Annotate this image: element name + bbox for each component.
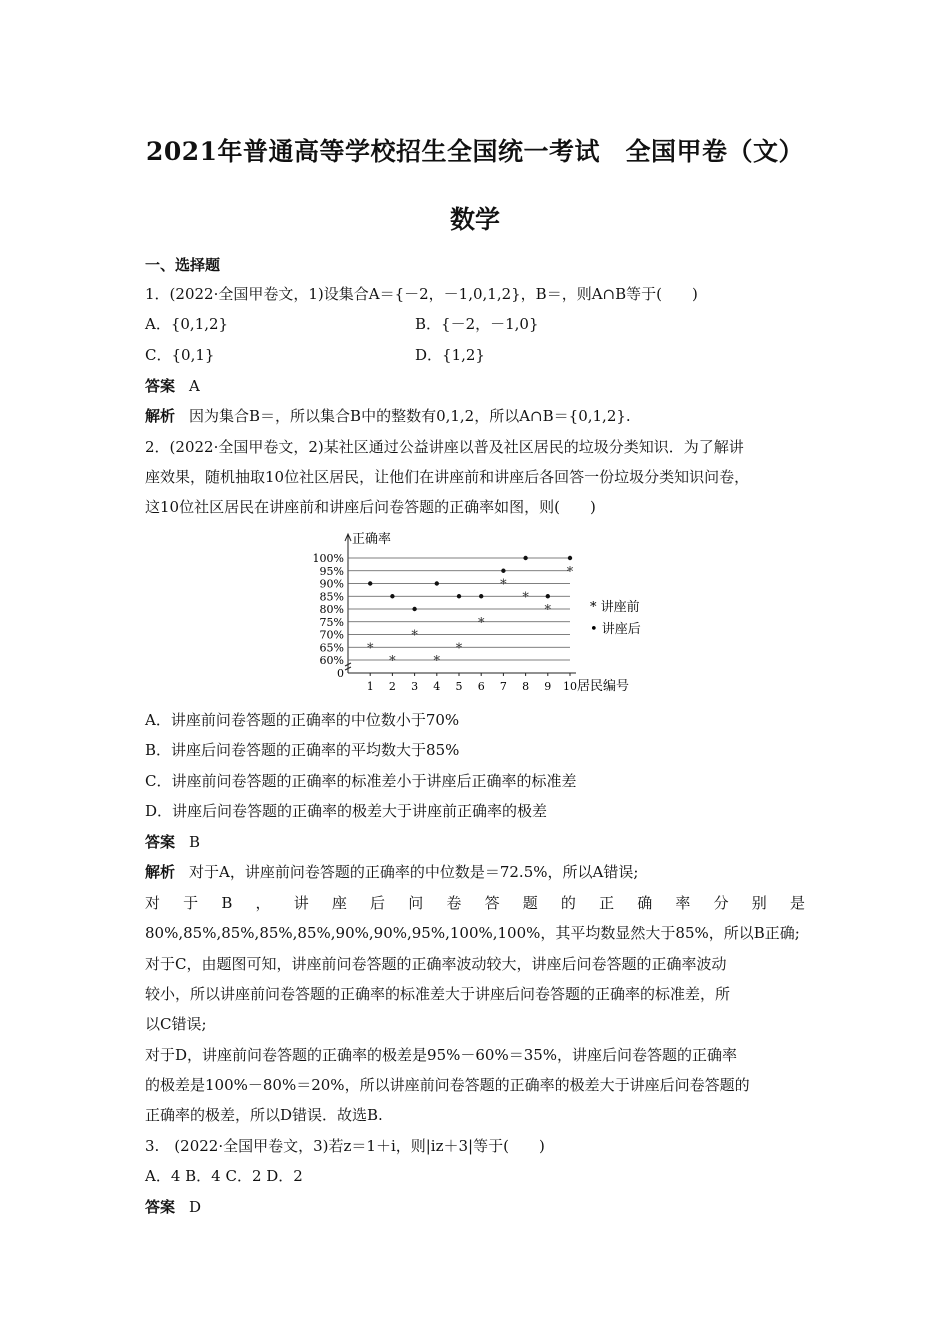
y-tick-label: 80% bbox=[319, 603, 344, 616]
y-tick-label: 0 bbox=[337, 667, 344, 680]
q2-stem-line3: 这10位社区居民在讲座前和讲座后问卷答题的正确率如图，则( ) bbox=[145, 498, 596, 516]
before-point: * bbox=[389, 654, 396, 669]
before-point: * bbox=[477, 615, 485, 631]
spaced-char: 的 bbox=[560, 894, 576, 912]
before-point: * bbox=[566, 564, 574, 580]
before-point: * bbox=[500, 577, 507, 593]
spaced-char: 问 bbox=[408, 894, 424, 912]
q2-stem-line2: 座效果，随机抽取10位社区居民，让他们在讲座前和讲座后各回答一份垃圾分类知识问卷， bbox=[145, 468, 750, 486]
x-tick-label: 2 bbox=[388, 680, 396, 693]
analysis-label: 解析 bbox=[145, 863, 176, 881]
accuracy-scatter-chart bbox=[290, 525, 660, 700]
spaced-char: 对 bbox=[145, 894, 161, 912]
q1-options-row1 bbox=[145, 314, 228, 334]
spaced-char: 答 bbox=[484, 894, 500, 912]
spaced-char: 于 bbox=[183, 894, 199, 912]
spaced-char: 讲 bbox=[293, 894, 309, 912]
before-point: * bbox=[433, 654, 441, 669]
after-point bbox=[368, 581, 372, 585]
spaced-char: ， bbox=[255, 894, 271, 912]
after-point bbox=[501, 569, 505, 573]
q2-analysis-line9: 正确率的极差，所以D错误．故选B. bbox=[145, 1106, 383, 1124]
page-title: 2021年普通高等学校招生全国统一考试 全国甲卷（文） bbox=[145, 137, 805, 166]
q1-analysis bbox=[145, 406, 631, 426]
y-tick-label: 60% bbox=[319, 654, 344, 667]
y-tick-label: 75% bbox=[319, 615, 344, 629]
q2-analysis-line1 bbox=[145, 862, 638, 882]
y-tick-label: 95% bbox=[319, 564, 344, 578]
analysis-text: 对于A，讲座前问卷答题的正确率的中位数是＝72.5%，所以A错误; bbox=[189, 863, 639, 881]
q1-option-b: B．{－2，－1,0} bbox=[415, 315, 539, 333]
after-point bbox=[568, 556, 572, 560]
q2-analysis-line6: 以C错误; bbox=[145, 1015, 207, 1033]
before-point: * bbox=[455, 641, 463, 657]
x-tick-label: 1 bbox=[366, 680, 374, 693]
q2-analysis-line5: 较小，所以讲座前问卷答题的正确率的标准差大于讲座后问卷答题的正确率的标准差，所 bbox=[145, 985, 731, 1003]
legend-after: • 讲座后 bbox=[590, 622, 641, 637]
q3-stem: 3. (2022·全国甲卷文，3)若z＝1＋i，则|iz＋3|等于( ) bbox=[145, 1137, 545, 1155]
y-tick-label: 65% bbox=[319, 641, 344, 655]
q3-answer bbox=[145, 1197, 201, 1217]
q2-analysis-line2 bbox=[145, 893, 805, 913]
spaced-char: 卷 bbox=[446, 894, 462, 912]
q1-option-c: C．{0,1} bbox=[145, 346, 215, 364]
q2-option-b: B．讲座后问卷答题的正确率的平均数大于85% bbox=[145, 741, 460, 759]
q3-options: A．4 B．4 C．2 D．2 bbox=[145, 1167, 303, 1185]
q2-option-a: A．讲座前问卷答题的正确率的中位数小于70% bbox=[145, 711, 460, 729]
analysis-text: 因为集合B＝，所以集合B中的整数有0,1,2，所以A∩B＝{0,1,2}. bbox=[189, 407, 631, 425]
y-tick-label: 90% bbox=[319, 577, 344, 591]
after-point bbox=[523, 556, 527, 560]
spaced-char: 座 bbox=[331, 894, 347, 912]
x-tick-label: 3 bbox=[411, 680, 419, 693]
q2-analysis-line7: 对于D，讲座前问卷答题的正确率的极差是95%－60%＝35%，讲座后问卷答题的正确率 bbox=[145, 1046, 738, 1064]
q1-answer bbox=[145, 376, 200, 396]
spaced-char: 是 bbox=[789, 894, 805, 912]
after-point bbox=[457, 594, 461, 598]
after-point bbox=[546, 594, 550, 598]
y-axis-label: 正确率 bbox=[352, 532, 392, 547]
legend-before: * 讲座前 bbox=[590, 600, 640, 615]
spaced-char: 正 bbox=[599, 894, 615, 912]
q1-option-d: D．{1,2} bbox=[415, 346, 485, 364]
before-point: * bbox=[411, 628, 418, 644]
section-heading: 一、选择题 bbox=[145, 256, 221, 274]
spaced-char: 分 bbox=[713, 894, 729, 912]
before-point: * bbox=[544, 603, 552, 618]
spaced-char: 确 bbox=[637, 894, 653, 912]
answer-value: B bbox=[189, 833, 201, 851]
answer-label: 答案 bbox=[145, 833, 176, 851]
answer-label: 答案 bbox=[145, 1198, 176, 1216]
y-tick-label: 85% bbox=[319, 590, 344, 604]
q2-analysis-line4: 对于C，由题图可知，讲座前问卷答题的正确率波动较大，讲座后问卷答题的正确率波动 bbox=[145, 955, 727, 973]
q2-analysis-line3: 80%,85%,85%,85%,85%,90%,90%,95%,100%,100%，其平均数显然大于85%，所以B正确; bbox=[145, 924, 800, 942]
after-point bbox=[435, 581, 439, 585]
y-tick-label: 100% bbox=[312, 552, 344, 565]
after-point bbox=[412, 607, 416, 611]
x-tick-label: 5 bbox=[455, 680, 463, 693]
q2-answer bbox=[145, 832, 200, 852]
answer-label: 答案 bbox=[145, 377, 176, 395]
page-subtitle: 数学 bbox=[449, 205, 500, 234]
analysis-label: 解析 bbox=[145, 407, 176, 425]
x-tick-label: 6 bbox=[477, 680, 485, 693]
q1-stem: 1．(2022·全国甲卷文，1)设集合A＝{－2，－1,0,1,2}，B＝，则A∩B等于( ) bbox=[145, 285, 698, 303]
spaced-char: 率 bbox=[675, 894, 691, 912]
answer-value: A bbox=[189, 377, 200, 395]
x-tick-label: 8 bbox=[522, 680, 530, 693]
q2-option-d: D．讲座后问卷答题的正确率的极差大于讲座前正确率的极差 bbox=[145, 802, 548, 820]
after-point bbox=[479, 594, 483, 598]
spaced-char: 题 bbox=[522, 894, 538, 912]
x-tick-label: 7 bbox=[499, 680, 507, 693]
spaced-char: 后 bbox=[370, 894, 386, 912]
spaced-char: 别 bbox=[751, 894, 767, 912]
q2-stem-line1: 2．(2022·全国甲卷文，2)某社区通过公益讲座以普及社区居民的垃圾分类知识．为了解讲 bbox=[145, 438, 744, 456]
after-point bbox=[390, 594, 394, 598]
x-tick-label: 10 bbox=[563, 680, 577, 693]
spaced-char: B bbox=[221, 894, 233, 912]
q1-option-a: A．{0,1,2} bbox=[145, 315, 229, 333]
x-tick-label: 9 bbox=[544, 680, 552, 693]
y-tick-label: 70% bbox=[319, 628, 344, 642]
q2-option-c: C．讲座前问卷答题的正确率的标准差小于讲座后正确率的标准差 bbox=[145, 772, 577, 790]
q2-analysis-line8: 的极差是100%－80%＝20%，所以讲座前问卷答题的正确率的极差大于讲座后问卷答题的 bbox=[145, 1076, 750, 1094]
x-axis-label: 居民编号 bbox=[577, 679, 630, 694]
before-point: * bbox=[366, 641, 374, 657]
before-point: * bbox=[522, 590, 529, 606]
answer-value: D bbox=[189, 1198, 202, 1216]
x-tick-label: 4 bbox=[433, 680, 441, 693]
